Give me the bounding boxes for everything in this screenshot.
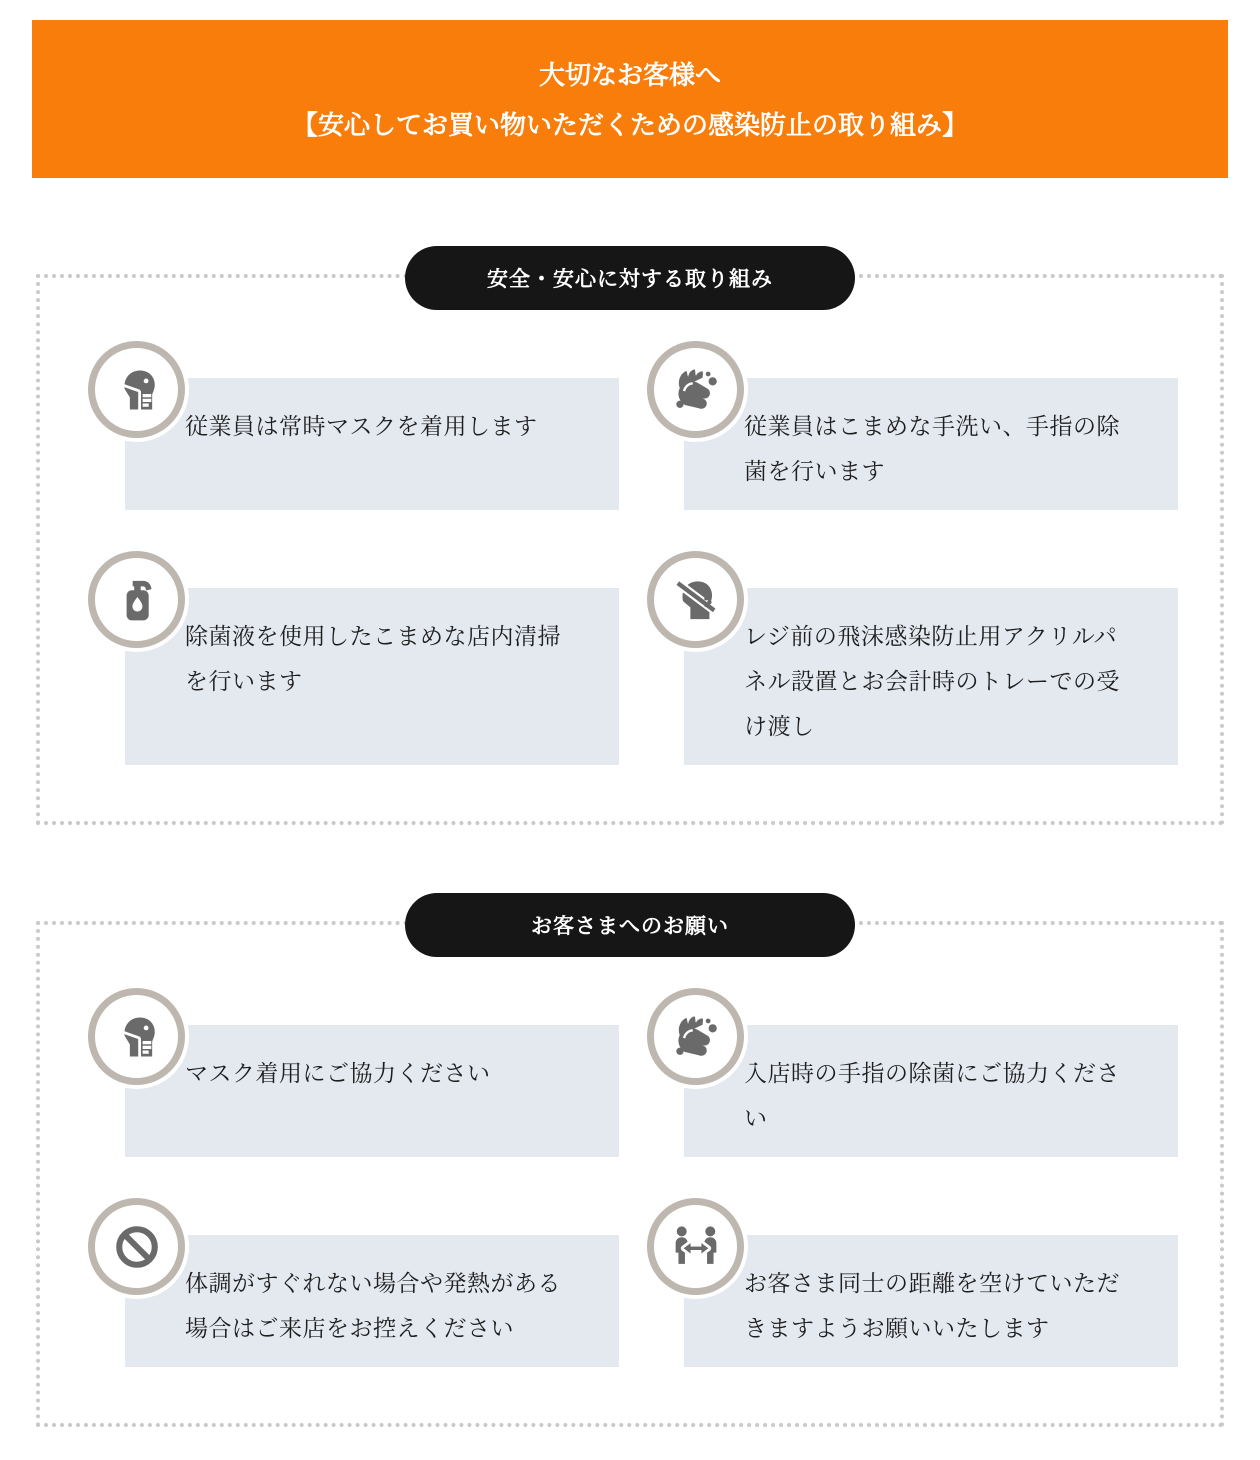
measure-card [684,588,1178,765]
notice-section [36,268,1224,825]
notice-banner [32,20,1228,178]
hand-wash-icon [670,364,722,416]
section-label: 安全・安心に対する取り組み [487,268,773,291]
section-label-pill [405,893,855,957]
icon-circle [88,1198,185,1295]
measure-item [125,1025,619,1157]
measure-card [125,1235,619,1367]
measure-text: 入店時の手指の除菌にご協力ください [744,1060,1120,1131]
measure-text: マスク着用にご協力ください [185,1060,491,1086]
notice-section [36,915,1224,1427]
no-entry-icon [111,1221,163,1273]
measure-item [684,1025,1178,1157]
measure-item [684,378,1178,510]
banner-subtitle: 【安心してお買い物いただくための感染防止の取り組み】 [291,110,968,140]
banner-title: 大切なお客様へ [538,60,721,90]
measure-text: レジ前の飛沫感染防止用アクリルパネル設置とお会計時のトレーでの受け渡し [744,623,1120,739]
sections-container [0,268,1260,1427]
measure-card [684,1025,1178,1157]
icon-circle [88,988,185,1085]
icon-circle [647,341,744,438]
section-label-pill [405,246,855,310]
measure-card [125,588,619,765]
measure-card [684,378,1178,510]
measure-text: 除菌液を使用したこまめな店内清掃を行います [185,623,561,694]
measure-text: お客さま同士の距離を空けていただきますようお願いいたします [744,1270,1120,1341]
icon-circle [647,988,744,1085]
hand-wash-icon [670,1011,722,1063]
measure-item [684,1235,1178,1367]
icon-circle [88,551,185,648]
covid-notice-page [0,20,1260,1427]
measure-text: 従業員は常時マスクを着用します [185,413,538,439]
icon-circle [647,1198,744,1295]
icon-circle [647,551,744,648]
measure-item [684,588,1178,765]
section-label: お客さまへのお願い [531,915,729,938]
measure-item [125,378,619,510]
measure-item [125,588,619,765]
items-grid [125,1025,1178,1367]
mask-face-icon [111,364,163,416]
measure-card [125,378,619,510]
spray-bottle-icon [111,574,163,626]
mask-face-icon [111,1011,163,1063]
measure-text: 従業員はこまめな手洗い、手指の除菌を行います [744,413,1120,484]
items-grid [125,378,1178,765]
social-distance-icon [670,1221,722,1273]
droplet-guard-icon [670,574,722,626]
measure-card [684,1235,1178,1367]
icon-circle [88,341,185,438]
measure-item [125,1235,619,1367]
measure-text: 体調がすぐれない場合や発熱がある場合はご来店をお控えください [185,1270,561,1341]
measure-card [125,1025,619,1157]
